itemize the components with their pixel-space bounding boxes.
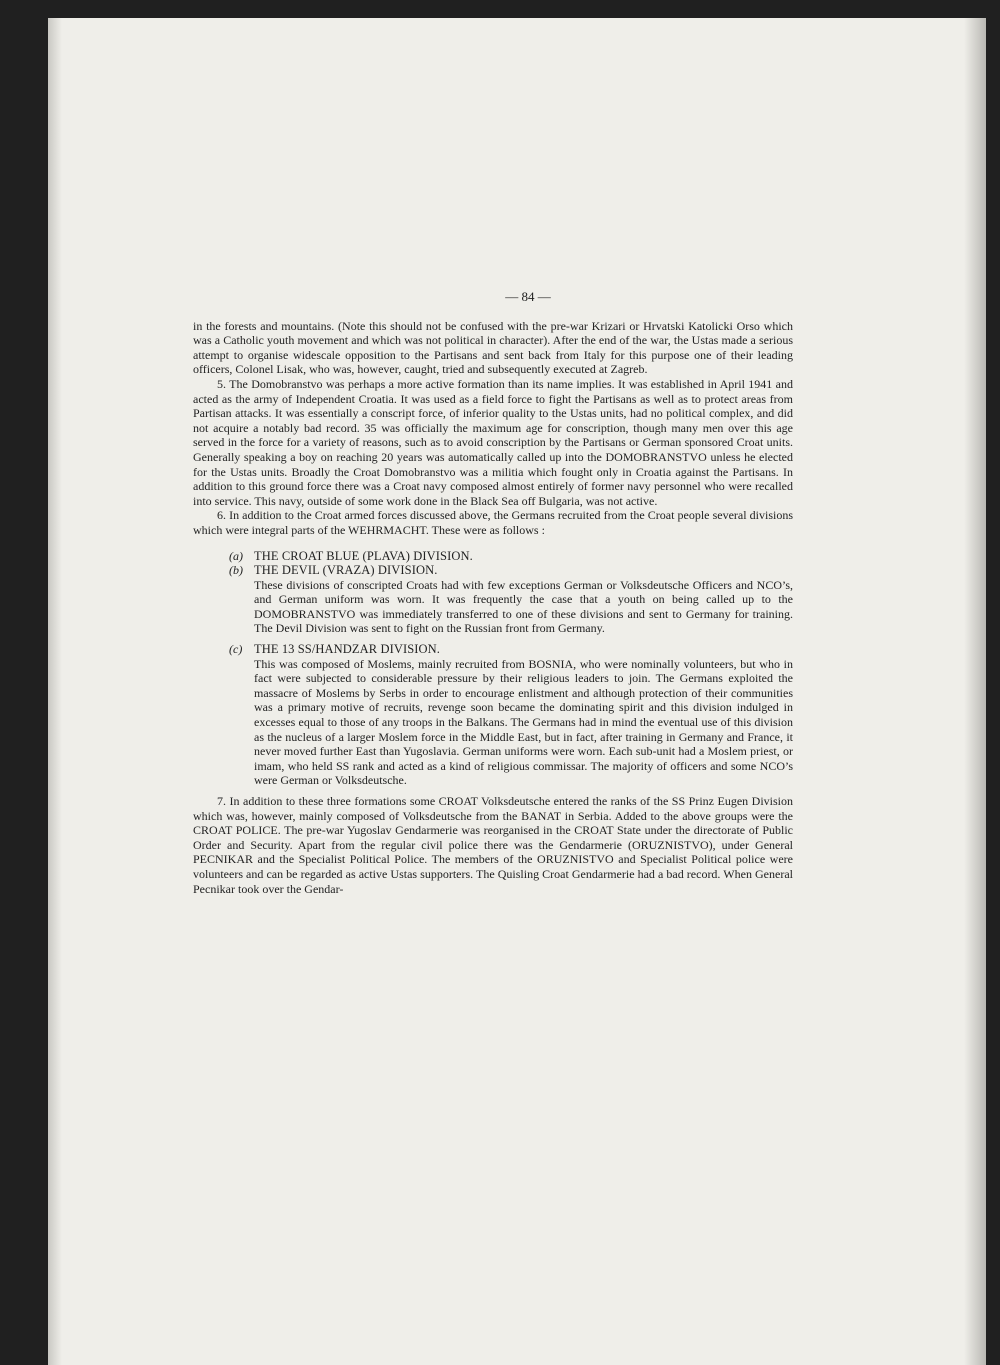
division-item-c [193,642,793,788]
item-label: (c) [229,642,243,657]
division-title: THE DEVIL (VRAZA) DIVISION. [254,563,438,578]
item-label: (b) [229,563,243,578]
division-title: THE 13 SS/HANDZAR DIVISION. [254,642,441,657]
page-edge-right [964,18,986,1365]
paragraph-continuation: in the forests and mountains. (Note this should not be confused with the pre-war Krizari or Hrvatski Katolicki Orso which was a Catholic youth movement and which was not political in character). After the end of the war, the Ustas made a serious attempt to organise widescale opposition to the Partisans and sent back from Italy for this purpose one of their leading officers, Colonel Lisak, who was, however, caught, tried and subsequently executed at Zagreb. [193,318,793,377]
divisions-list [193,549,793,789]
division-title: THE CROAT BLUE (PLAVA) DIVISION. [254,548,473,563]
item-label: (a) [229,548,243,563]
division-description: This was composed of Moslems, mainly recruited from BOSNIA, who were nominally volunteers, but who in fact were subjected to considerable pressure by their religious leaders to join. The Germans exploited the massacre of Moslems by Serbs in order to encourage enlistment and although protection of their communities was a primary motive of recruits, revenge soon became the dominating spirit and this division indulged in excesses equal to those of any troops in the Balkans. The Germans had in mind the eventual use of this division as the nucleus of a larger Moslem force in the Middle East, but in fact, after training in Germany and France, it never moved further East than Yugoslavia. German uniforms were worn. Each sub-unit had a Moslem priest, or imam, who held SS rank and acted as a kind of religious commissar. The majority of officers and some NCO’s were German or Volksdeutsche. [254,656,793,788]
paragraph-6: 6. In addition to the Croat armed forces discussed above, the Germans recruited from the Croat people several divisions which were integral parts of the WEHRMACHT. These were as follows : [193,508,793,537]
page-edge-left [48,18,62,1365]
paragraph-5: 5. The Domobranstvo was perhaps a more active formation than its name implies. It was established in April 1941 and acted as the army of Independent Croatia. It was used as a field force to fight the Partisans as well as to protect areas from Partisan attacks. It was essentially a conscript force, of inferior quality to the Ustas units, had no political complex, and did not acquire a notably bad record. 35 was officially the maximum age for conscription, though many men over this age served in the force for a variety of reasons, such as to avoid conscription by the Partisans or German sponsored Croat units. Generally speaking a boy on reaching 20 years was automatically called up into the DOMOBRANSTVO unless he elected for the Ustas units. Broadly the Croat Domobranstvo was a militia which fought only in Croatia against the Partisans. In addition to this ground force there was a Croat navy composed almost entirely of former navy personnel who were recalled into service. This navy, outside of some work done in the Black Sea off Bulgaria, was not active. [193,376,793,508]
paragraph-7: 7. In addition to these three formations some CROAT Volksdeutsche entered the ranks of the SS Prinz Eugen Division which was, however, mainly composed of Volksdeutsche from the BANAT in Serbia. Added to the above groups were the CROAT POLICE. The pre-war Yugoslav Gendarmerie was reorganised in the CROAT State under the directorate of Public Order and Security. Apart from the regular civil police there was the Gendarmerie (ORUZNISTVO), under General PECNIKAR and the Specialist Political Police. The members of the ORUZNISTVO and Specialist Political police were volunteers and can be regarded as active Ustas supporters. The Quisling Croat Gendarmerie had a bad record. When General Pecnikar took over the Gendar- [193,794,793,896]
document-page [48,18,986,1365]
division-description: These divisions of conscripted Croats had with few exceptions German or Volksdeutsche Officers and NCO’s, and German uniform was worn. It was frequently the case that a youth on being called up to the DOMOBRANSTVO was immediately transferred to one of these divisions and sent to Germany for training. The Devil Division was sent to fight on the Russian front from Germany. [254,577,793,636]
division-item-a [193,549,793,564]
division-item-b [193,563,793,636]
page-number: — 84 — [505,289,551,304]
page-content [193,290,793,896]
